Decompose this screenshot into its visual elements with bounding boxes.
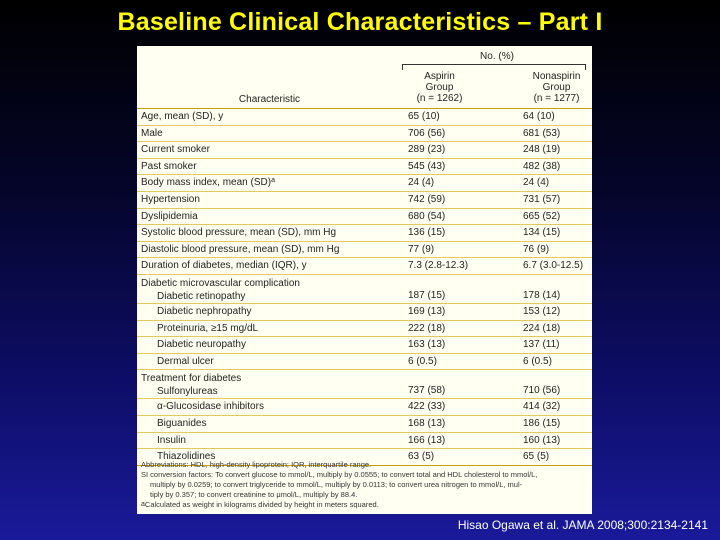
table-row: Male 706 (56) 681 (53) — [137, 126, 592, 143]
table-row: Dermal ulcer 6 (0.5) 6 (0.5) — [137, 354, 592, 371]
slide-title: Baseline Clinical Characteristics – Part I — [117, 8, 603, 36]
table-body — [137, 109, 592, 466]
table-row: Body mass index, mean (SD)$^a$ 24 (4) 24 (4) — [137, 175, 592, 192]
table-row: Duration of diabetes, median (IQR), y 7.3 (2.8-12.3) 6.7 (3.0-12.5) — [137, 258, 592, 275]
table-row: Diabetic neuropathy 163 (13) 137 (11) — [137, 337, 592, 354]
table-row: Systolic blood pressure, mean (SD), mm Hg 136 (15) 134 (15) — [137, 225, 592, 242]
table-row-treatment-heading: Treatment for diabetes Sulfonylureas 737 (58) 710 (56) — [137, 370, 592, 399]
aspirin-group-heading: Aspirin Group (n = 1262) — [416, 71, 463, 104]
abbreviations-note: Abbreviations: HDL, high-density lipoprotein; IQR, interquartile range. — [141, 460, 372, 469]
table-row: Thiazolidines 63 (5) 65 (5) — [137, 449, 592, 466]
citation: Hisao Ogawa et al. JAMA 2008;300:2134-2141 — [457, 518, 708, 532]
characteristic-heading: Characteristic — [238, 94, 301, 105]
bmi-footnote: $^a$Calculated as weight in kilograms divided by height in meters squared. — [141, 500, 379, 509]
table-row: Diastolic blood pressure, mean (SD), mm Hg 77 (9) 76 (9) — [137, 242, 592, 259]
si-conversion-note: SI conversion factors: To convert glucose to mmol/L, multiply by 0.0555; to convert total and HDL cholesterol to mmol/L, — [141, 470, 538, 479]
table-row: Age, mean (SD), y 65 (10) 64 (10) — [137, 109, 592, 126]
characteristics-table — [137, 46, 592, 514]
group-heading: Diabetic microvascular complication — [141, 277, 300, 289]
table-footnotes: Abbreviations: HDL, high-density lipoprotein; IQR, interquartile range. SI conversion factors: To convert glucose to mmol/L, multiply by 0.0555; to convert total and HDL cholesterol to mmol/L, multiply by 0.0259; to convert triglyceride to mmol/L, multiply by 0.0113; to convert urea nitrogen to mmol/L, mul- tiply by 0.357; to convert creatinine to μmol/L, multiply by 88.4. $^a$Calculated as weight in kilograms divided by height in meters squared. — [141, 460, 589, 510]
no-percent-heading: No. (%) — [480, 51, 514, 62]
table-row: α-Glucosidase inhibitors 422 (33) 414 (32) — [137, 399, 592, 416]
table-row: Diabetic nephropathy 169 (13) 153 (12) — [137, 304, 592, 321]
table-row: Dyslipidemia 680 (54) 665 (52) — [137, 209, 592, 226]
nonaspirin-group-heading: Nonaspirin Group (n = 1277) — [532, 71, 581, 104]
table-header — [137, 46, 592, 109]
group-heading: Treatment for diabetes — [141, 373, 242, 385]
table-row-microvascular-heading: Diabetic microvascular complication Diabetic retinopathy 187 (15) 178 (14) — [137, 275, 592, 304]
table-row: Biguanides 168 (13) 186 (15) — [137, 416, 592, 433]
table-row: Past smoker 545 (43) 482 (38) — [137, 159, 592, 176]
header-bracket — [402, 64, 586, 70]
table-row: Insulin 166 (13) 160 (13) — [137, 433, 592, 450]
table-row: Hypertension 742 (59) 731 (57) — [137, 192, 592, 209]
footnote-marker: a — [271, 177, 275, 185]
table-row: Current smoker 289 (23) 248 (19) — [137, 142, 592, 159]
table-row: Proteinuria, ≥15 mg/dL 222 (18) 224 (18) — [137, 321, 592, 338]
